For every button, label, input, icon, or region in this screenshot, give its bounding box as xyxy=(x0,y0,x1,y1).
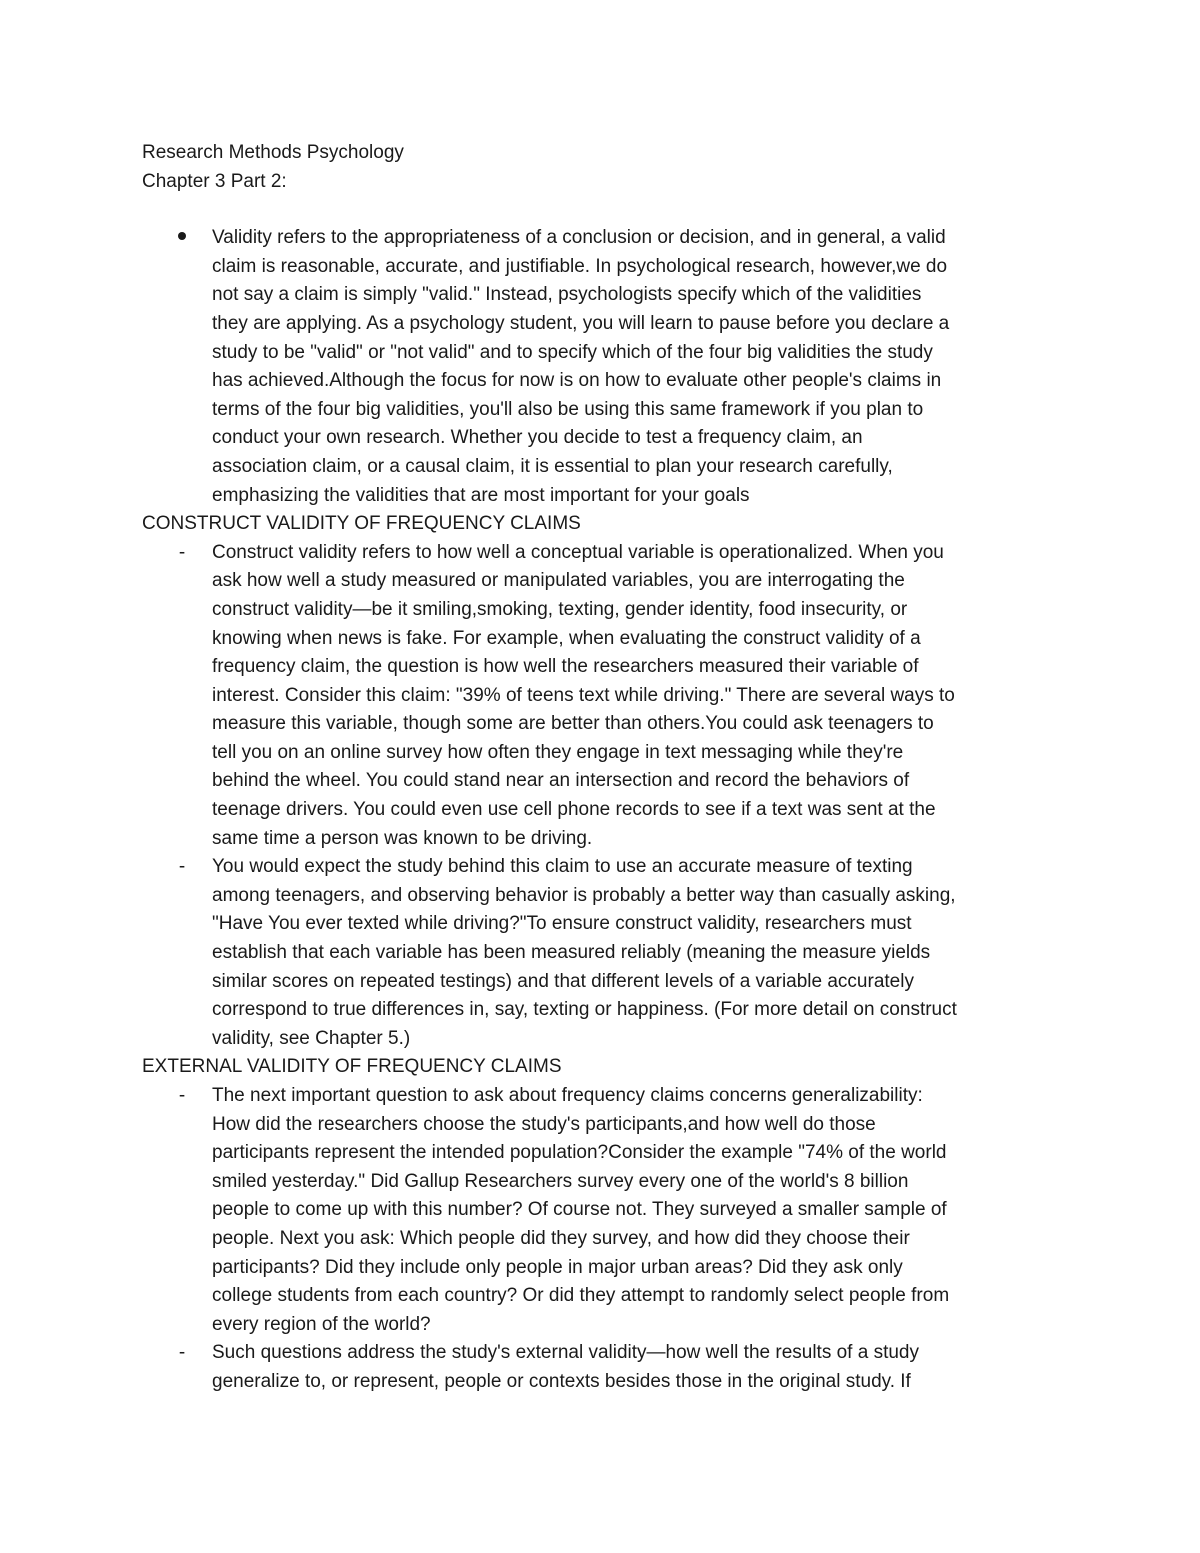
dash-item-construct-2 xyxy=(142,853,1072,1053)
text-line: ask how well a study measured or manipulated variables, you are interrogating the xyxy=(212,570,905,592)
text-line: every region of the world? xyxy=(212,1313,431,1335)
text-line: people. Next you ask: Which people did they survey, and how did they choose their xyxy=(212,1227,910,1249)
text-line: terms of the four big validities, you'll also be using this same framework if you plan to xyxy=(212,398,924,420)
text-line: claim is reasonable, accurate, and justifiable. In psychological research, however,we do xyxy=(212,255,948,277)
chapter-subtitle: Chapter 3 Part 2: xyxy=(142,170,287,192)
text-line: Construct validity refers to how well a conceptual variable is operationalized. When you xyxy=(212,541,944,563)
text-line: establish that each variable has been measured reliably (meaning the measure yields xyxy=(212,942,931,964)
dash-marker: - xyxy=(178,541,186,563)
document-title: Research Methods Psychology xyxy=(142,142,404,163)
text-line: emphasizing the validities that are most important for your goals xyxy=(212,484,750,506)
text-line: measure this variable, though some are better than others.You could ask teenagers to xyxy=(212,713,934,735)
text-line: participants? Did they include only people in major urban areas? Did they ask only xyxy=(212,1256,903,1278)
dash-marker: - xyxy=(178,1342,186,1364)
text-line: conduct your own research. Whether you decide to test a frequency claim, an xyxy=(212,427,863,449)
text-line: teenage drivers. You could even use cell phone records to see if a text was sent at the xyxy=(212,799,936,821)
blank-line xyxy=(142,196,1072,224)
dash-item-text xyxy=(212,1082,1072,1339)
text-line: validity, see Chapter 5.) xyxy=(212,1027,411,1049)
bullet-item-intro xyxy=(142,224,1072,510)
text-line: Such questions address the study's external validity—how well the results of a study xyxy=(212,1342,919,1364)
text-line: How did the researchers choose the study's participants,and how well do those xyxy=(212,1113,876,1135)
text-line: not say a claim is simply "valid." Instead, psychologists specify which of the validities xyxy=(212,284,922,306)
text-line: "Have You ever texted while driving?"To ensure construct validity, researchers must xyxy=(212,913,912,935)
text-line: same time a person was known to be driving. xyxy=(212,827,593,849)
dash-item-text xyxy=(212,539,1072,854)
text-line: college students from each country? Or did they attempt to randomly select people from xyxy=(212,1285,950,1307)
document-body xyxy=(142,139,1072,1397)
text-line: correspond to true differences in, say, texting or happiness. (For more detail on construct xyxy=(212,999,957,1021)
section-heading-construct-validity: CONSTRUCT VALIDITY OF FREQUENCY CLAIMS xyxy=(142,513,581,535)
text-line: among teenagers, and observing behavior is probably a better way than casually asking, xyxy=(212,884,956,906)
text-line: smiled yesterday." Did Gallup Researchers survey every one of the world's 8 billion xyxy=(212,1170,909,1192)
dash-item-construct-1 xyxy=(142,539,1072,854)
text-line: The next important question to ask about frequency claims concerns generalizability: xyxy=(212,1085,923,1106)
text-line: knowing when news is fake. For example, when evaluating the construct validity of a xyxy=(212,627,921,649)
dash-marker: - xyxy=(178,856,186,878)
dash-item-external-1 xyxy=(142,1082,1072,1339)
dash-item-text xyxy=(212,853,1072,1053)
dash-item-external-2 xyxy=(142,1339,1072,1396)
text-line: people to come up with this number? Of course not. They surveyed a smaller sample of xyxy=(212,1199,947,1221)
dash-marker: - xyxy=(178,1085,186,1106)
text-line: generalize to, or represent, people or contexts besides those in the original study. If xyxy=(212,1370,911,1392)
text-line: study to be "valid" or "not valid" and to specify which of the four big validities the study xyxy=(212,341,933,363)
text-line: Validity refers to the appropriateness of a conclusion or decision, and in general, a valid xyxy=(212,227,946,249)
bullet-text xyxy=(212,224,1072,510)
text-line: they are applying. As a psychology student, you will learn to pause before you declare a xyxy=(212,312,950,334)
text-line: interest. Consider this claim: "39% of teens text while driving." There are several ways to xyxy=(212,684,955,706)
text-line: You would expect the study behind this claim to use an accurate measure of texting xyxy=(212,856,913,878)
text-line: tell you on an online survey how often they engage in text messaging while they're xyxy=(212,741,904,763)
text-line: participants represent the intended population?Consider the example "74% of the world xyxy=(212,1142,947,1164)
text-line: association claim, or a causal claim, it is essential to plan your research carefully, xyxy=(212,455,893,477)
text-line: has achieved.Although the focus for now is on how to evaluate other people's claims in xyxy=(212,370,942,392)
text-line: similar scores on repeated testings) and that different levels of a variable accurately xyxy=(212,970,914,992)
text-line: construct validity—be it smiling,smoking, texting, gender identity, food insecurity, or xyxy=(212,598,908,620)
section-heading-external-validity: EXTERNAL VALIDITY OF FREQUENCY CLAIMS xyxy=(142,1056,562,1078)
dash-item-text xyxy=(212,1339,1072,1396)
text-line: frequency claim, the question is how well the researchers measured their variable of xyxy=(212,656,919,678)
bullet-dot-icon xyxy=(172,224,192,253)
text-line: behind the wheel. You could stand near an intersection and record the behaviors of xyxy=(212,770,910,792)
